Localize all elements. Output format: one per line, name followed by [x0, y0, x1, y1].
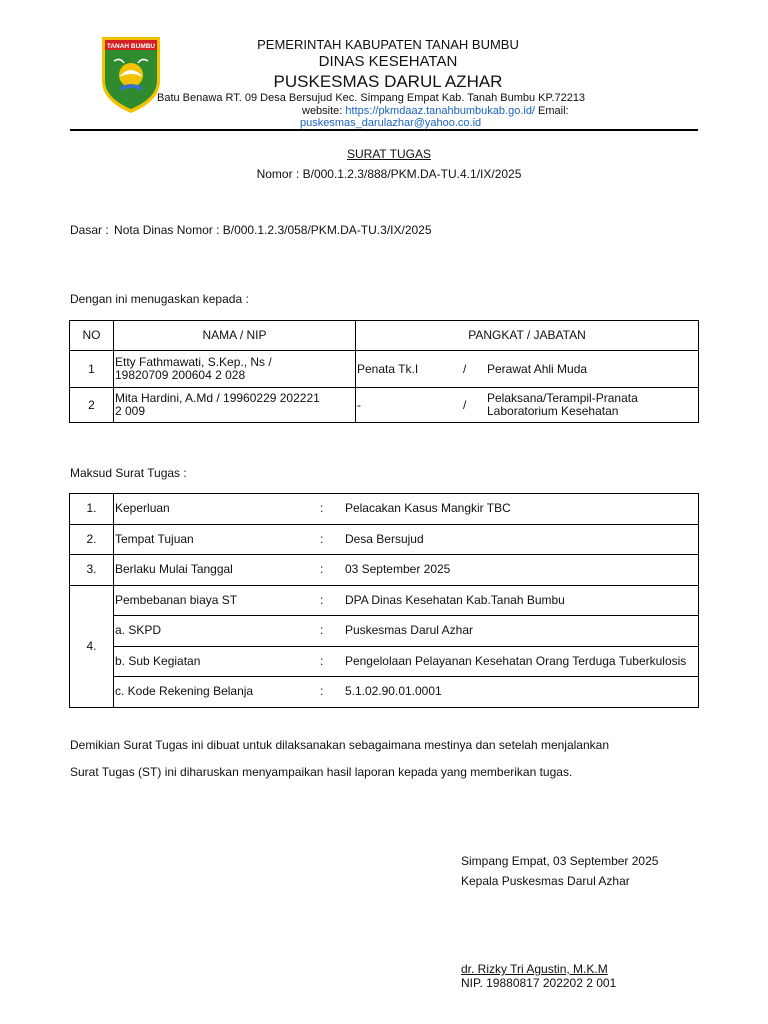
row-position-line1: Pelaksana/Terampil-Pranata	[487, 391, 638, 405]
email-link[interactable]: puskesmas_darulazhar@yahoo.co.id	[300, 117, 482, 129]
row-value: Puskesmas Darul Azhar	[344, 616, 699, 647]
table-row	[70, 585, 699, 616]
row-name-line2: 2 009	[115, 404, 146, 418]
row-position	[487, 363, 697, 376]
row-colon: :	[320, 562, 324, 577]
closing-line2: Surat Tugas (ST) ini diharuskan menyampaikan hasil laporan kepada yang memberikan tugas.	[70, 765, 573, 779]
row-label-cell	[114, 616, 344, 647]
row-no: 1	[70, 351, 114, 388]
table-header-row	[70, 321, 699, 351]
row-no: 2.	[70, 524, 114, 555]
assignee-table	[69, 320, 699, 423]
row-position-line1: Perawat Ahli Muda	[487, 361, 588, 376]
row-no: 2	[70, 388, 114, 423]
header-address: Batu Benawa RT. 09 Desa Bersujud Kec. Simpang Empat Kab. Tanah Bumbu KP.72213	[157, 92, 586, 104]
row-value: DPA Dinas Kesehatan Kab.Tanah Bumbu	[344, 585, 699, 616]
header-agency: DINAS KESEHATAN	[318, 53, 458, 70]
row-name-line1: Etty Fathmawati, S.Kep., Ns /	[115, 355, 272, 369]
row-position	[487, 392, 697, 418]
header-website	[302, 105, 569, 117]
table-row	[70, 388, 699, 423]
row-label: b. Sub Kegiatan	[115, 653, 201, 668]
svg-text:TANAH BUMBU: TANAH BUMBU	[106, 43, 156, 50]
row-label-cell	[114, 646, 344, 677]
website-label: website:	[302, 105, 346, 117]
row-name	[114, 351, 356, 388]
email-label: Email:	[535, 105, 569, 117]
table-row	[70, 494, 699, 525]
row-label: a. SKPD	[115, 623, 162, 638]
row-name	[114, 388, 356, 423]
signature-name: dr. Rizky Tri Agustin, M.K.M	[461, 962, 608, 976]
basis-value: Nota Dinas Nomor : B/000.1.2.3/058/PKM.DA-TU.3/IX/2025	[114, 223, 432, 237]
header-rank: PANGKAT / JABATAN	[356, 321, 699, 351]
basis-line	[70, 223, 432, 237]
row-name-line1: Mita Hardini, A.Md / 19960229 202221	[115, 391, 320, 405]
table-row	[70, 555, 699, 586]
document-number: Nomor : B/000.1.2.3/888/PKM.DA-TU.4.1/IX/2025	[256, 167, 522, 181]
purpose-table	[69, 493, 699, 708]
row-colon: :	[320, 531, 324, 546]
header-government: PEMERINTAH KABUPATEN TANAH BUMBU	[257, 37, 519, 52]
row-rank-value: -	[357, 397, 361, 412]
row-rank	[356, 388, 699, 423]
table-row	[70, 524, 699, 555]
row-label-cell	[114, 524, 344, 555]
row-label: Keperluan	[115, 501, 170, 516]
table-row	[70, 351, 699, 388]
row-label: c. Kode Rekening Belanja	[115, 684, 254, 699]
row-colon: :	[320, 623, 324, 638]
row-value: 03 September 2025	[344, 555, 699, 586]
row-no: 3.	[70, 555, 114, 586]
closing-line1: Demikian Surat Tugas ini dibuat untuk dilaksanakan sebagaimana mestinya dan setelah menjalankan	[70, 738, 609, 752]
row-label-cell	[114, 555, 344, 586]
row-colon: :	[320, 684, 324, 699]
row-name-line2: 19820709 200604 2 028	[115, 368, 246, 382]
document-title: SURAT TUGAS	[346, 147, 432, 161]
row-rank-value: Penata Tk.I	[357, 361, 419, 376]
row-value: Pengelolaan Pelayanan Kesehatan Orang Terduga Tuberkulosis	[344, 646, 699, 677]
row-rank	[356, 351, 699, 388]
signature-nip: NIP. 19880817 202202 2 001	[461, 976, 617, 990]
header-no: NO	[70, 321, 114, 351]
row-value: Desa Bersujud	[344, 524, 699, 555]
row-value: 5.1.02.90.01.0001	[344, 677, 699, 708]
table-row	[70, 677, 699, 708]
purpose-heading: Maksud Surat Tugas :	[70, 466, 187, 480]
basis-label: Dasar :	[70, 223, 109, 237]
row-label: Pembebanan biaya ST	[115, 592, 238, 607]
row-position-line2: Laboratorium Kesehatan	[487, 404, 619, 418]
row-colon: :	[320, 653, 324, 668]
table-row	[70, 616, 699, 647]
header-name: NAMA / NIP	[114, 321, 356, 351]
row-label-cell	[114, 677, 344, 708]
signature-place-date: Simpang Empat, 03 September 2025	[461, 854, 659, 868]
header-institution: PUSKESMAS DARUL AZHAR	[273, 72, 503, 91]
row-no: 4.	[70, 585, 114, 707]
row-colon: :	[320, 501, 324, 516]
row-no: 1.	[70, 494, 114, 525]
row-rank-separator: /	[463, 361, 467, 376]
row-label: Berlaku Mulai Tanggal	[115, 562, 233, 577]
header-divider	[70, 129, 698, 131]
row-rank-separator: /	[463, 397, 467, 412]
assign-intro: Dengan ini menugaskan kepada :	[70, 292, 249, 306]
signature-title: Kepala Puskesmas Darul Azhar	[461, 874, 630, 888]
row-colon: :	[320, 592, 324, 607]
row-value: Pelacakan Kasus Mangkir TBC	[344, 494, 699, 525]
row-label-cell	[114, 494, 344, 525]
website-link[interactable]: https://pkmdaaz.tanahbumbukab.go.id/	[345, 105, 535, 117]
table-row	[70, 646, 699, 677]
row-label-cell	[114, 585, 344, 616]
row-label: Tempat Tujuan	[115, 531, 194, 546]
